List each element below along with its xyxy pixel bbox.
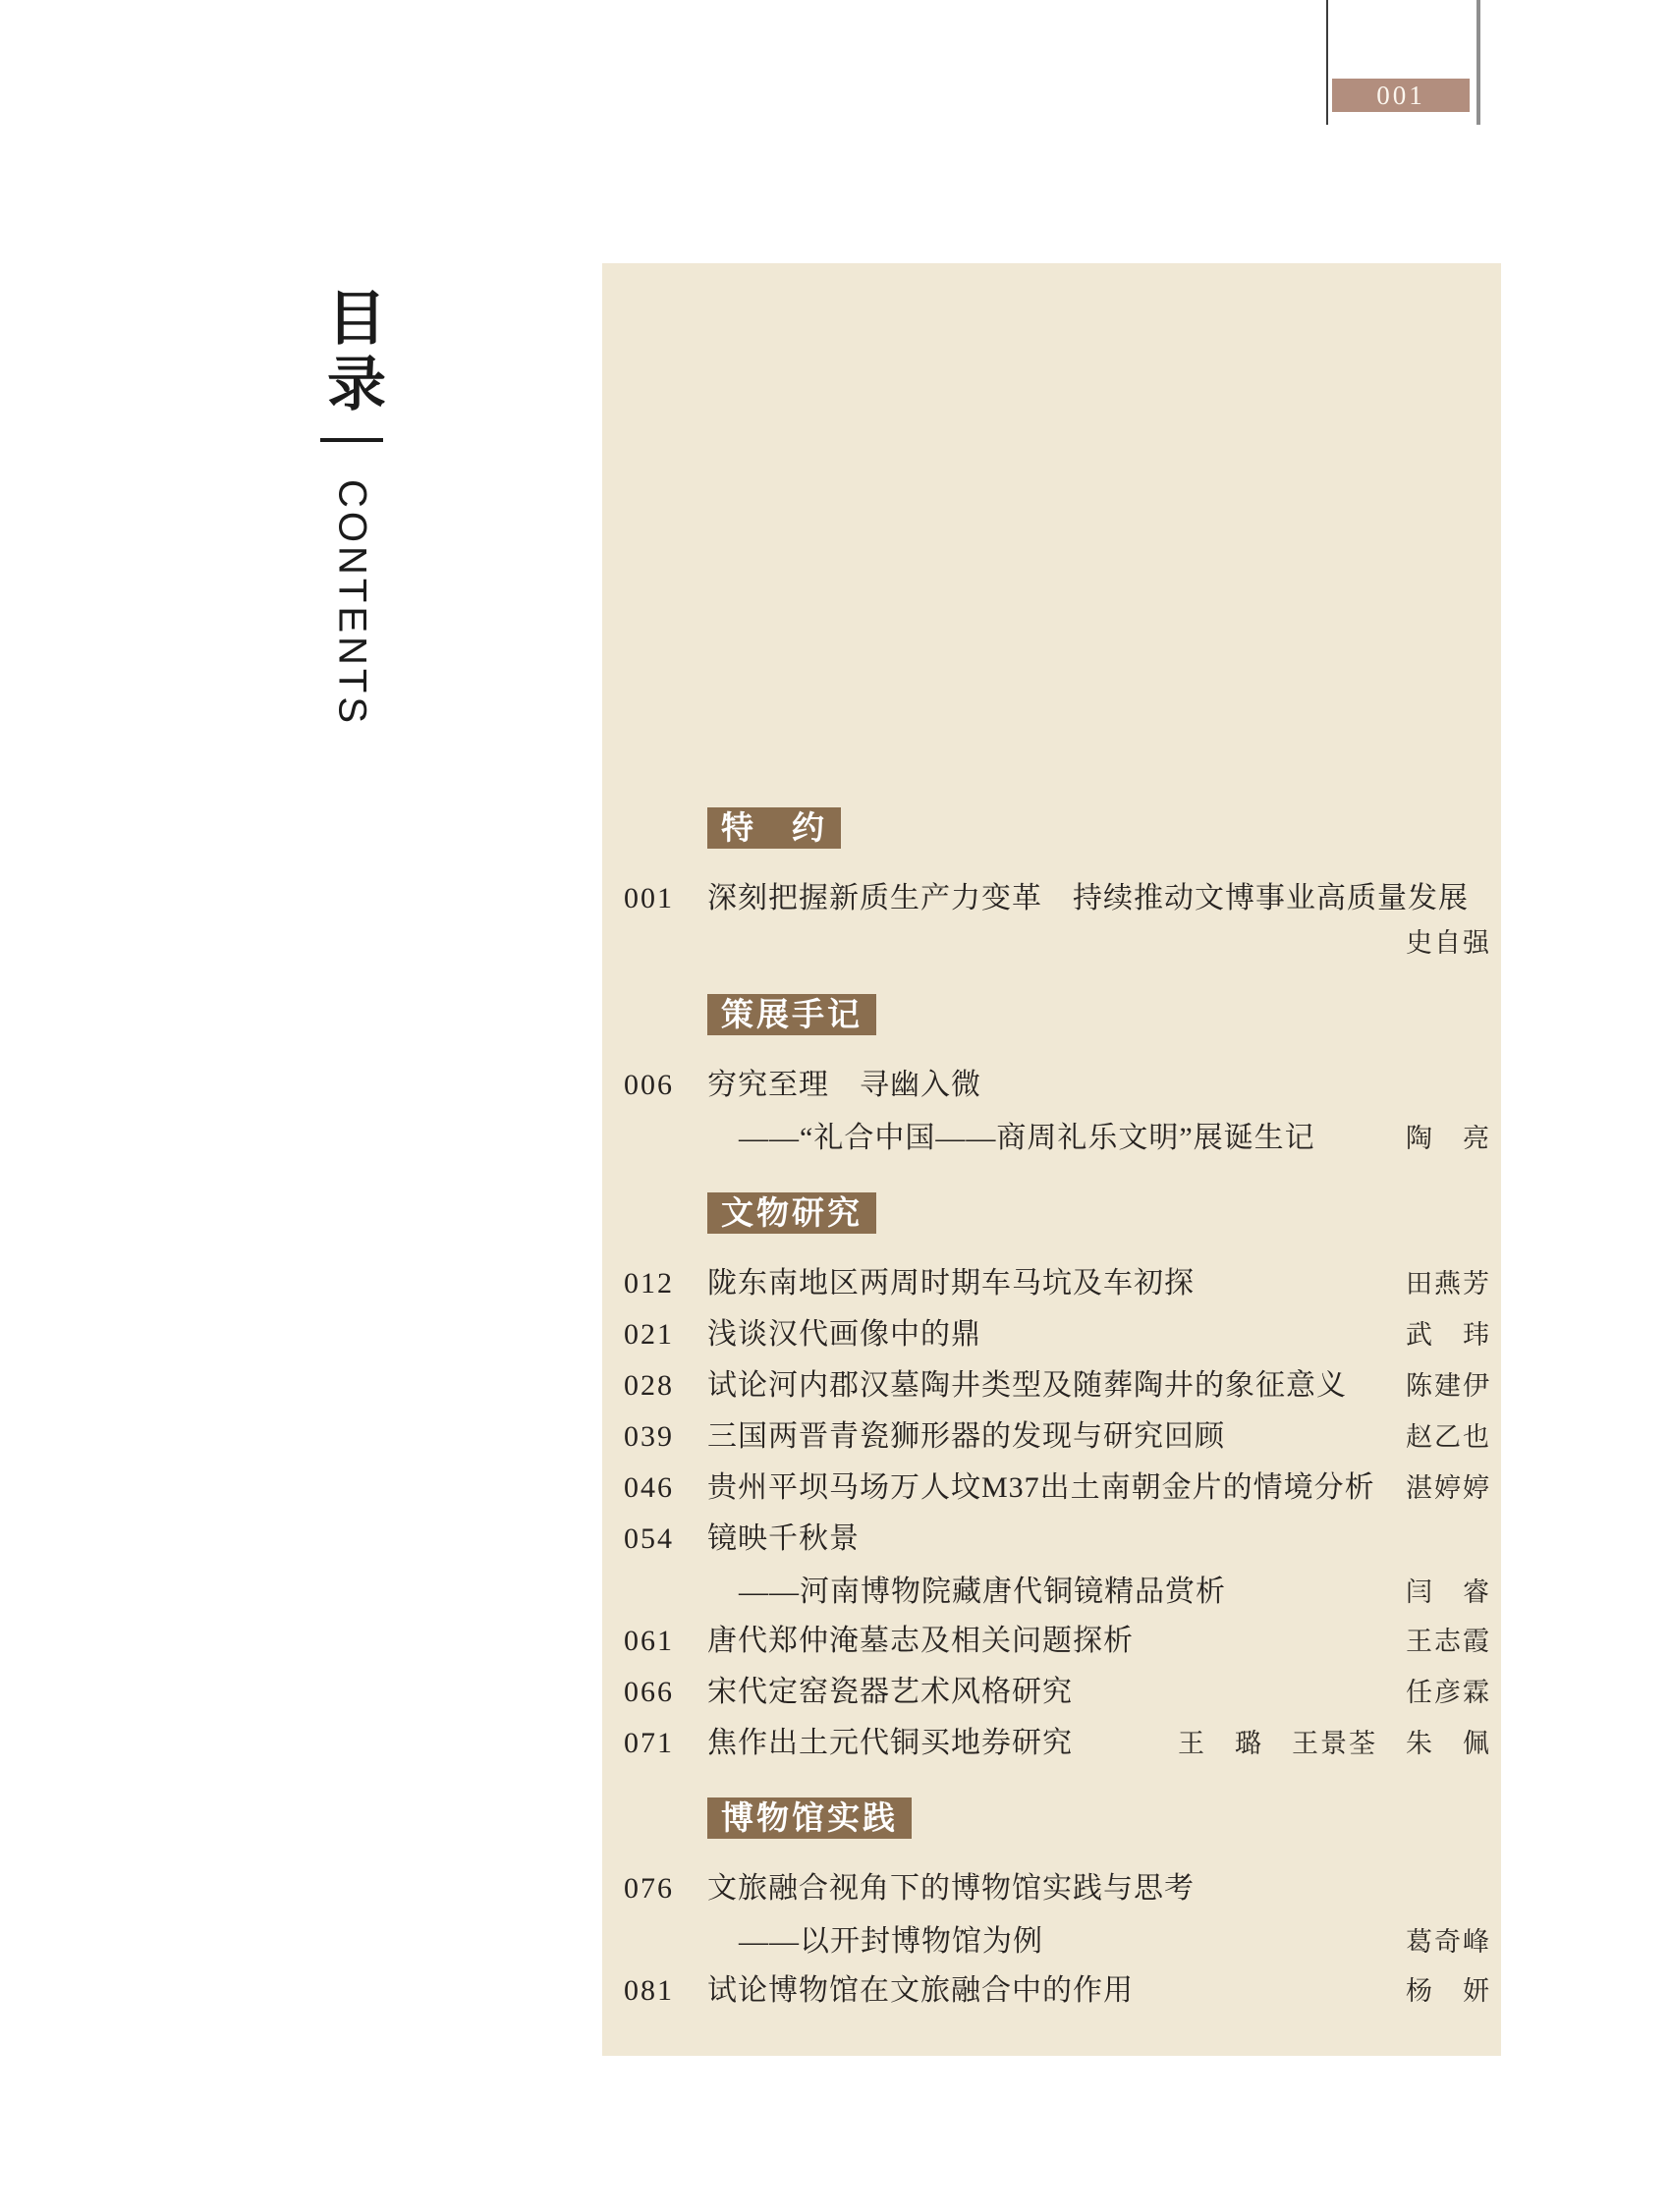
entry-page-number: 071	[624, 1727, 674, 1759]
entry-page-number: 054	[624, 1522, 674, 1555]
toc-row-subtitle	[624, 1572, 1491, 1613]
entry-title: 陇东南地区两周时期车马坑及车初探	[707, 1267, 1195, 1300]
toc-row-entry	[624, 1723, 1491, 1764]
entry-title: 试论博物馆在文旅融合中的作用	[707, 1974, 1134, 2007]
entry-title: 穷究至理 寻幽入微	[707, 1069, 981, 1101]
masthead	[314, 287, 389, 727]
entry-subtitle: ——“礼合中国——商周礼乐文明”展诞生记	[739, 1122, 1315, 1154]
entry-title: 唐代郑仲淹墓志及相关问题探析	[707, 1625, 1134, 1657]
entry-page-number: 061	[624, 1625, 674, 1657]
toc-row-entry	[624, 1467, 1491, 1509]
entry-author: 陶 亮	[1406, 1124, 1491, 1153]
toc-box	[602, 263, 1501, 2056]
masthead-divider	[320, 438, 383, 442]
entry-author: 王 璐 王景荃 朱 佩	[1178, 1729, 1491, 1758]
entry-title: 浅谈汉代画像中的鼎	[707, 1318, 981, 1351]
entry-author: 闫 睿	[1406, 1577, 1491, 1607]
entry-author: 王志霞	[1406, 1627, 1491, 1656]
masthead-title-en: CONTENTS	[330, 479, 374, 727]
entry-title: 试论河内郡汉墓陶井类型及随葬陶井的象征意义	[707, 1369, 1347, 1402]
entry-author: 葛奇峰	[1406, 1927, 1491, 1957]
toc-row-section	[707, 1797, 1491, 1839]
toc-row-entry	[624, 1416, 1491, 1458]
entry-title: 三国两晋青瓷狮形器的发现与研究回顾	[707, 1420, 1225, 1453]
toc-row-entry	[624, 1065, 1491, 1106]
corner-rule-left	[1326, 0, 1328, 125]
entry-page-number: 066	[624, 1676, 674, 1708]
toc-row-entry	[624, 1868, 1491, 1909]
entry-title: 深刻把握新质生产力变革 持续推动文博事业高质量发展	[707, 882, 1469, 914]
entry-subtitle: ——河南博物院藏唐代铜镜精品赏析	[739, 1576, 1226, 1608]
entry-author: 赵乙也	[1406, 1422, 1491, 1452]
entry-author: 任彦霖	[1406, 1678, 1491, 1707]
entry-author: 史自强	[1406, 928, 1491, 958]
toc-row-entry	[624, 1621, 1491, 1662]
entry-title: 镜映千秋景	[707, 1522, 860, 1555]
entry-page-number: 001	[624, 882, 674, 914]
entry-author: 陈建伊	[1406, 1371, 1491, 1401]
entry-page-number: 021	[624, 1318, 674, 1351]
toc-row-author-line	[624, 925, 1491, 961]
toc-row-entry	[624, 878, 1491, 919]
entry-author: 杨 妍	[1406, 1976, 1491, 2006]
entry-page-number: 028	[624, 1369, 674, 1402]
toc-row-section	[707, 1192, 1491, 1234]
entry-author: 武 玮	[1406, 1320, 1491, 1350]
toc-row-entry	[624, 1970, 1491, 2012]
toc-row-entry	[624, 1672, 1491, 1713]
section-badge: 策展手记	[707, 994, 876, 1035]
entry-page-number: 081	[624, 1974, 674, 2007]
entry-page-number: 012	[624, 1267, 674, 1300]
section-badge: 文物研究	[707, 1192, 876, 1234]
entry-subtitle: ——以开封博物馆为例	[739, 1925, 1043, 1958]
entry-author: 田燕芳	[1406, 1269, 1491, 1299]
page-number-badge: 001	[1332, 79, 1470, 112]
entry-title: 文旅融合视角下的博物馆实践与思考	[707, 1872, 1195, 1905]
entry-title: 贵州平坝马场万人坟M37出土南朝金片的情境分析	[707, 1471, 1375, 1504]
entry-page-number: 076	[624, 1872, 674, 1905]
entry-author: 湛婷婷	[1406, 1473, 1491, 1503]
toc-row-entry	[624, 1365, 1491, 1407]
toc-row-entry	[624, 1314, 1491, 1355]
entry-page-number: 006	[624, 1069, 674, 1101]
entry-title: 宋代定窑瓷器艺术风格研究	[707, 1676, 1073, 1708]
corner-rule-right	[1476, 0, 1480, 125]
toc-row-section	[707, 994, 1491, 1035]
section-badge: 博物馆实践	[707, 1797, 912, 1839]
toc-row-subtitle	[624, 1118, 1491, 1159]
section-badge: 特 约	[707, 807, 841, 849]
toc-row-subtitle	[624, 1921, 1491, 1963]
entry-title: 焦作出土元代铜买地券研究	[707, 1727, 1073, 1759]
toc-row-entry	[624, 1263, 1491, 1304]
toc-row-entry	[624, 1519, 1491, 1560]
entry-page-number: 046	[624, 1471, 674, 1504]
entry-page-number: 039	[624, 1420, 674, 1453]
toc-row-section	[707, 807, 1491, 849]
masthead-title-cn: 目录	[319, 287, 385, 418]
